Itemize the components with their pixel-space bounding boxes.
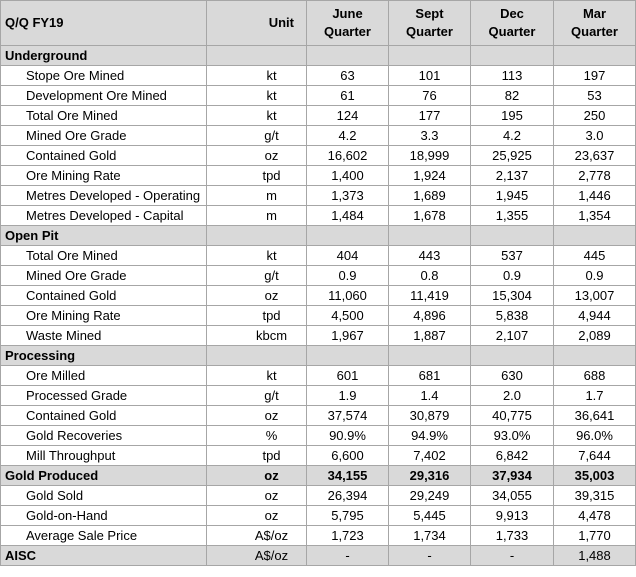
row-value: 0.9	[554, 266, 636, 286]
table-row	[1, 526, 636, 546]
table-row	[1, 86, 636, 106]
table-row	[1, 426, 636, 446]
row-value: 36,641	[554, 406, 636, 426]
row-value: 2,778	[554, 166, 636, 186]
row-value: 1.7	[554, 386, 636, 406]
section-filler-cell	[207, 46, 307, 66]
row-unit: oz	[207, 286, 307, 306]
row-value: 630	[471, 366, 554, 386]
row-label: Mill Throughput	[1, 446, 207, 466]
row-label: Processed Grade	[1, 386, 207, 406]
row-label: Ore Milled	[1, 366, 207, 386]
row-unit: kt	[207, 106, 307, 126]
table-title: Q/Q FY19	[1, 1, 207, 46]
row-unit: %	[207, 426, 307, 446]
row-unit: g/t	[207, 386, 307, 406]
row-unit: oz	[207, 506, 307, 526]
row-unit: tpd	[207, 446, 307, 466]
row-unit: oz	[207, 406, 307, 426]
section-filler-cell	[471, 226, 554, 246]
section-filler-cell	[554, 46, 636, 66]
row-label: Metres Developed - Operating	[1, 186, 207, 206]
row-value: 1,887	[389, 326, 471, 346]
unit-column-header: Unit	[207, 1, 307, 46]
row-unit: oz	[207, 146, 307, 166]
row-value: 93.0%	[471, 426, 554, 446]
row-label: Mined Ore Grade	[1, 126, 207, 146]
row-label: Gold-on-Hand	[1, 506, 207, 526]
row-value: 0.9	[471, 266, 554, 286]
row-value: 681	[389, 366, 471, 386]
row-value: 90.9%	[307, 426, 389, 446]
table-row	[1, 506, 636, 526]
row-value: 5,838	[471, 306, 554, 326]
table-row	[1, 406, 636, 426]
row-value: 1,945	[471, 186, 554, 206]
row-label: Total Ore Mined	[1, 246, 207, 266]
row-value: 53	[554, 86, 636, 106]
row-value: 39,315	[554, 486, 636, 506]
header-row	[1, 1, 636, 46]
row-value: 4,478	[554, 506, 636, 526]
row-label: Gold Recoveries	[1, 426, 207, 446]
row-label: Development Ore Mined	[1, 86, 207, 106]
row-value: 11,060	[307, 286, 389, 306]
row-value: 1,924	[389, 166, 471, 186]
section-filler-cell	[207, 346, 307, 366]
section-filler-cell	[389, 346, 471, 366]
row-value: 1,354	[554, 206, 636, 226]
row-value: 1,678	[389, 206, 471, 226]
row-value: 6,842	[471, 446, 554, 466]
row-unit: oz	[207, 486, 307, 506]
row-label: Ore Mining Rate	[1, 166, 207, 186]
section-filler-cell	[389, 226, 471, 246]
row-value: 601	[307, 366, 389, 386]
section-header-row	[1, 226, 636, 246]
row-value: 11,419	[389, 286, 471, 306]
row-label: Average Sale Price	[1, 526, 207, 546]
section-filler-cell	[307, 346, 389, 366]
row-value: 35,003	[554, 466, 636, 486]
row-unit: A$/oz	[207, 546, 307, 566]
row-value: 5,795	[307, 506, 389, 526]
row-label: Contained Gold	[1, 146, 207, 166]
row-value: 5,445	[389, 506, 471, 526]
table-row	[1, 246, 636, 266]
row-unit: kt	[207, 246, 307, 266]
row-value: 63	[307, 66, 389, 86]
row-value: 1,734	[389, 526, 471, 546]
row-value: 443	[389, 246, 471, 266]
row-value: 34,055	[471, 486, 554, 506]
row-value: 1,400	[307, 166, 389, 186]
row-value: 29,249	[389, 486, 471, 506]
row-value: 61	[307, 86, 389, 106]
gold-produced-row	[1, 466, 636, 486]
quarter-header-sept: Sept Quarter	[389, 1, 471, 46]
row-value: 2,107	[471, 326, 554, 346]
row-value: 13,007	[554, 286, 636, 306]
row-value: 4.2	[307, 126, 389, 146]
table-row	[1, 326, 636, 346]
quarter-header-dec: Dec Quarter	[471, 1, 554, 46]
row-value: -	[471, 546, 554, 566]
row-value: 2,089	[554, 326, 636, 346]
row-value: 3.0	[554, 126, 636, 146]
row-value: 37,934	[471, 466, 554, 486]
row-value: 1,484	[307, 206, 389, 226]
section-title: Open Pit	[1, 226, 207, 246]
row-value: 6,600	[307, 446, 389, 466]
row-value: 197	[554, 66, 636, 86]
row-value: 445	[554, 246, 636, 266]
table-row	[1, 206, 636, 226]
row-value: 1,770	[554, 526, 636, 546]
row-value: 2,137	[471, 166, 554, 186]
row-label: Gold Sold	[1, 486, 207, 506]
row-unit: kt	[207, 366, 307, 386]
row-label: Waste Mined	[1, 326, 207, 346]
row-value: 34,155	[307, 466, 389, 486]
table-row	[1, 66, 636, 86]
quarter-header-june: June Quarter	[307, 1, 389, 46]
row-value: 1,446	[554, 186, 636, 206]
aisc-row	[1, 546, 636, 566]
table-row	[1, 166, 636, 186]
row-value: 1,488	[554, 546, 636, 566]
row-unit: g/t	[207, 126, 307, 146]
section-header-row	[1, 46, 636, 66]
row-value: 94.9%	[389, 426, 471, 446]
row-value: 113	[471, 66, 554, 86]
row-unit: kt	[207, 86, 307, 106]
row-unit: kt	[207, 66, 307, 86]
table-row	[1, 446, 636, 466]
row-value: 1,733	[471, 526, 554, 546]
row-value: 7,402	[389, 446, 471, 466]
row-label: Mined Ore Grade	[1, 266, 207, 286]
quarter-header-mar: Mar Quarter	[554, 1, 636, 46]
section-title: Processing	[1, 346, 207, 366]
row-value: 195	[471, 106, 554, 126]
row-value: 4,500	[307, 306, 389, 326]
table-row	[1, 146, 636, 166]
row-label: Total Ore Mined	[1, 106, 207, 126]
table-body	[1, 46, 636, 566]
row-value: 23,637	[554, 146, 636, 166]
row-unit: m	[207, 206, 307, 226]
row-label: Metres Developed - Capital	[1, 206, 207, 226]
row-value: -	[389, 546, 471, 566]
section-filler-cell	[389, 46, 471, 66]
section-filler-cell	[471, 346, 554, 366]
row-value: 124	[307, 106, 389, 126]
row-value: 26,394	[307, 486, 389, 506]
table-row	[1, 366, 636, 386]
row-value: 1,967	[307, 326, 389, 346]
row-value: 4.2	[471, 126, 554, 146]
table-row	[1, 106, 636, 126]
row-value: 1.9	[307, 386, 389, 406]
table-row	[1, 266, 636, 286]
row-label: AISC	[1, 546, 207, 566]
row-label: Stope Ore Mined	[1, 66, 207, 86]
row-unit: tpd	[207, 306, 307, 326]
row-value: -	[307, 546, 389, 566]
table-row	[1, 286, 636, 306]
row-value: 16,602	[307, 146, 389, 166]
row-value: 688	[554, 366, 636, 386]
row-value: 29,316	[389, 466, 471, 486]
row-value: 18,999	[389, 146, 471, 166]
row-label: Ore Mining Rate	[1, 306, 207, 326]
row-unit: g/t	[207, 266, 307, 286]
section-title: Underground	[1, 46, 207, 66]
row-value: 101	[389, 66, 471, 86]
row-value: 0.8	[389, 266, 471, 286]
row-label: Gold Produced	[1, 466, 207, 486]
section-filler-cell	[554, 226, 636, 246]
row-unit: m	[207, 186, 307, 206]
row-value: 9,913	[471, 506, 554, 526]
row-unit: tpd	[207, 166, 307, 186]
row-value: 537	[471, 246, 554, 266]
table-row	[1, 386, 636, 406]
section-filler-cell	[554, 346, 636, 366]
table-row	[1, 186, 636, 206]
table-row	[1, 486, 636, 506]
row-value: 0.9	[307, 266, 389, 286]
table-row	[1, 126, 636, 146]
row-value: 250	[554, 106, 636, 126]
row-value: 177	[389, 106, 471, 126]
row-label: Contained Gold	[1, 406, 207, 426]
row-value: 40,775	[471, 406, 554, 426]
row-value: 4,896	[389, 306, 471, 326]
section-filler-cell	[207, 226, 307, 246]
section-filler-cell	[307, 46, 389, 66]
row-value: 96.0%	[554, 426, 636, 446]
row-value: 1,373	[307, 186, 389, 206]
row-unit: A$/oz	[207, 526, 307, 546]
row-value: 1,723	[307, 526, 389, 546]
row-label: Contained Gold	[1, 286, 207, 306]
row-value: 37,574	[307, 406, 389, 426]
row-value: 1,689	[389, 186, 471, 206]
row-value: 1,355	[471, 206, 554, 226]
row-value: 3.3	[389, 126, 471, 146]
section-filler-cell	[307, 226, 389, 246]
row-value: 82	[471, 86, 554, 106]
row-value: 30,879	[389, 406, 471, 426]
row-value: 4,944	[554, 306, 636, 326]
row-unit: kbcm	[207, 326, 307, 346]
row-value: 76	[389, 86, 471, 106]
row-value: 25,925	[471, 146, 554, 166]
row-value: 2.0	[471, 386, 554, 406]
row-unit: oz	[207, 466, 307, 486]
section-header-row	[1, 346, 636, 366]
section-filler-cell	[471, 46, 554, 66]
row-value: 15,304	[471, 286, 554, 306]
row-value: 1.4	[389, 386, 471, 406]
row-value: 404	[307, 246, 389, 266]
table-row	[1, 306, 636, 326]
row-value: 7,644	[554, 446, 636, 466]
